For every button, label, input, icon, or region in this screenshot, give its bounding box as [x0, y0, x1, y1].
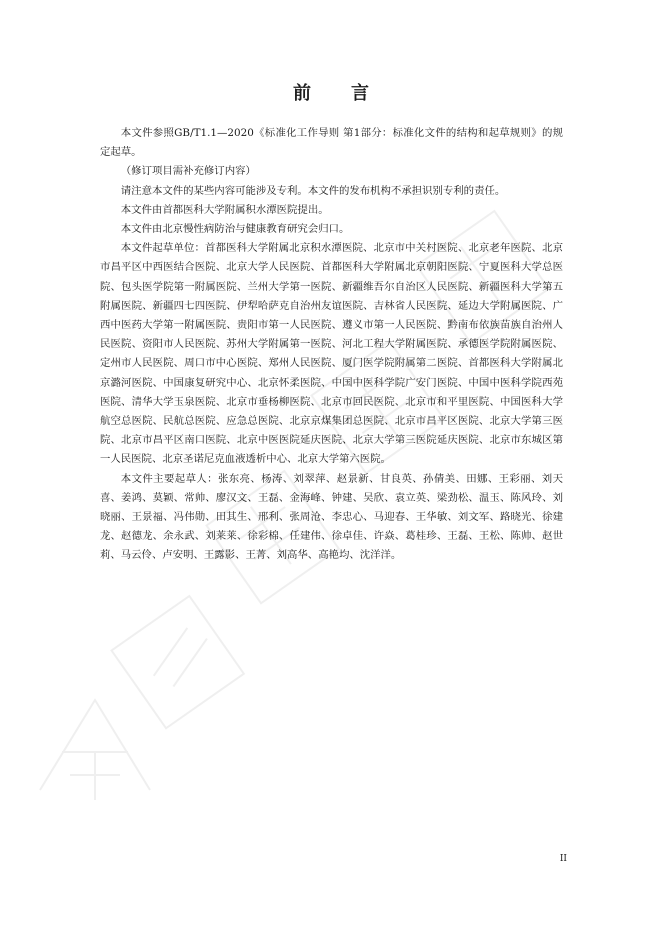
foreword-body — [100, 124, 563, 566]
paragraph-drafters: 本文件主要起草人：张东亮、杨涛、刘翠萍、赵景新、甘良英、孙倩美、田娜、王彩丽、刘天喜、姜鸿、莫颖、常帅、廖汉文、王磊、金海峰、钟建、吴欣、袁立英、梁劲松、温玉、陈风玲、刘晓丽、王景福、冯伟勋、田其生、邢利、张周沧、李忠心、马迎春、王华敏、刘文军、路晓光、徐建龙、赵德龙、余永武、刘莱莱、徐彩棉、任建伟、徐卓佳、许焱、葛桂珍、王磊、王松、陈帅、赵世莉、马云伶、卢安明、王露影、王菁、刘高华、高艳均、沈洋洋。 — [100, 472, 563, 562]
paragraph-proposer: 本文件由首都医科大学附属积水潭医院提出。 — [120, 203, 329, 216]
page-title — [0, 79, 662, 105]
title-char-2: 言 — [351, 83, 369, 104]
paragraph-drafting-units: 本文件起草单位：首都医科大学附属北京积水潭医院、北京市中关村医院、北京老年医院、北京市昌平区中西医结合医院、北京大学人民医院、首都医科大学附属北京朝阳医院、宁夏医科大学总医院、包头医学院第一附属医院、兰州大学第一医院、新疆维吾尔自治区人民医院、新疆医科大学第五附属医院、新疆四七四医院、伊犁哈萨克自治州友谊医院、吉林省人民医院、延边大学附属医院、广西中医药大学第一附属医院、贵阳市第一人民医院、遵义市第一人民医院、黔南布依族苗族自治州人民医院、资阳市人民医院、苏州大学附属第一医院、河北工程大学附属医院、承德医学院附属医院、定州市人民医院、周口市中心医院、郑州人民医院、厦门医学院附属第二医院、首都医科大学附属北京潞河医院、中国康复研究中心、北京怀柔医院、中国中医科学院广安门医院、中国中医科学院西苑医院、清华大学玉泉医院、北京市垂杨柳医院、北京市回民医院、北京市和平里医院、中国医科大学航空总医院、民航总医院、应急总医院、北京京煤集团总医院、北京市昌平区医院、北京大学第三医院、北京市昌平区南口医院、北京中医医院延庆医院、北京大学第三医院延庆医院、北京市东城区第一人民医院、北京圣诺尼克血液透析中心、北京大学第六医院。 — [100, 242, 563, 466]
title-char-1: 前 — [293, 83, 311, 104]
page-number: II — [559, 854, 567, 864]
paragraph-reference-standard: 本文件参照GB/T1.1—2020《标准化工作导则 第1部分：标准化文件的结构和起草规则》的规定起草。 — [100, 127, 563, 159]
paragraph-revision-note: （修订项目需补充修订内容） — [120, 165, 256, 178]
paragraph-patent-notice: 请注意本文件的某些内容可能涉及专利。本文件的发布机构不承担识别专利的责任。 — [120, 184, 506, 197]
paragraph-administrator: 本文件由北京慢性病防治与健康教育研究会归口。 — [120, 223, 350, 236]
